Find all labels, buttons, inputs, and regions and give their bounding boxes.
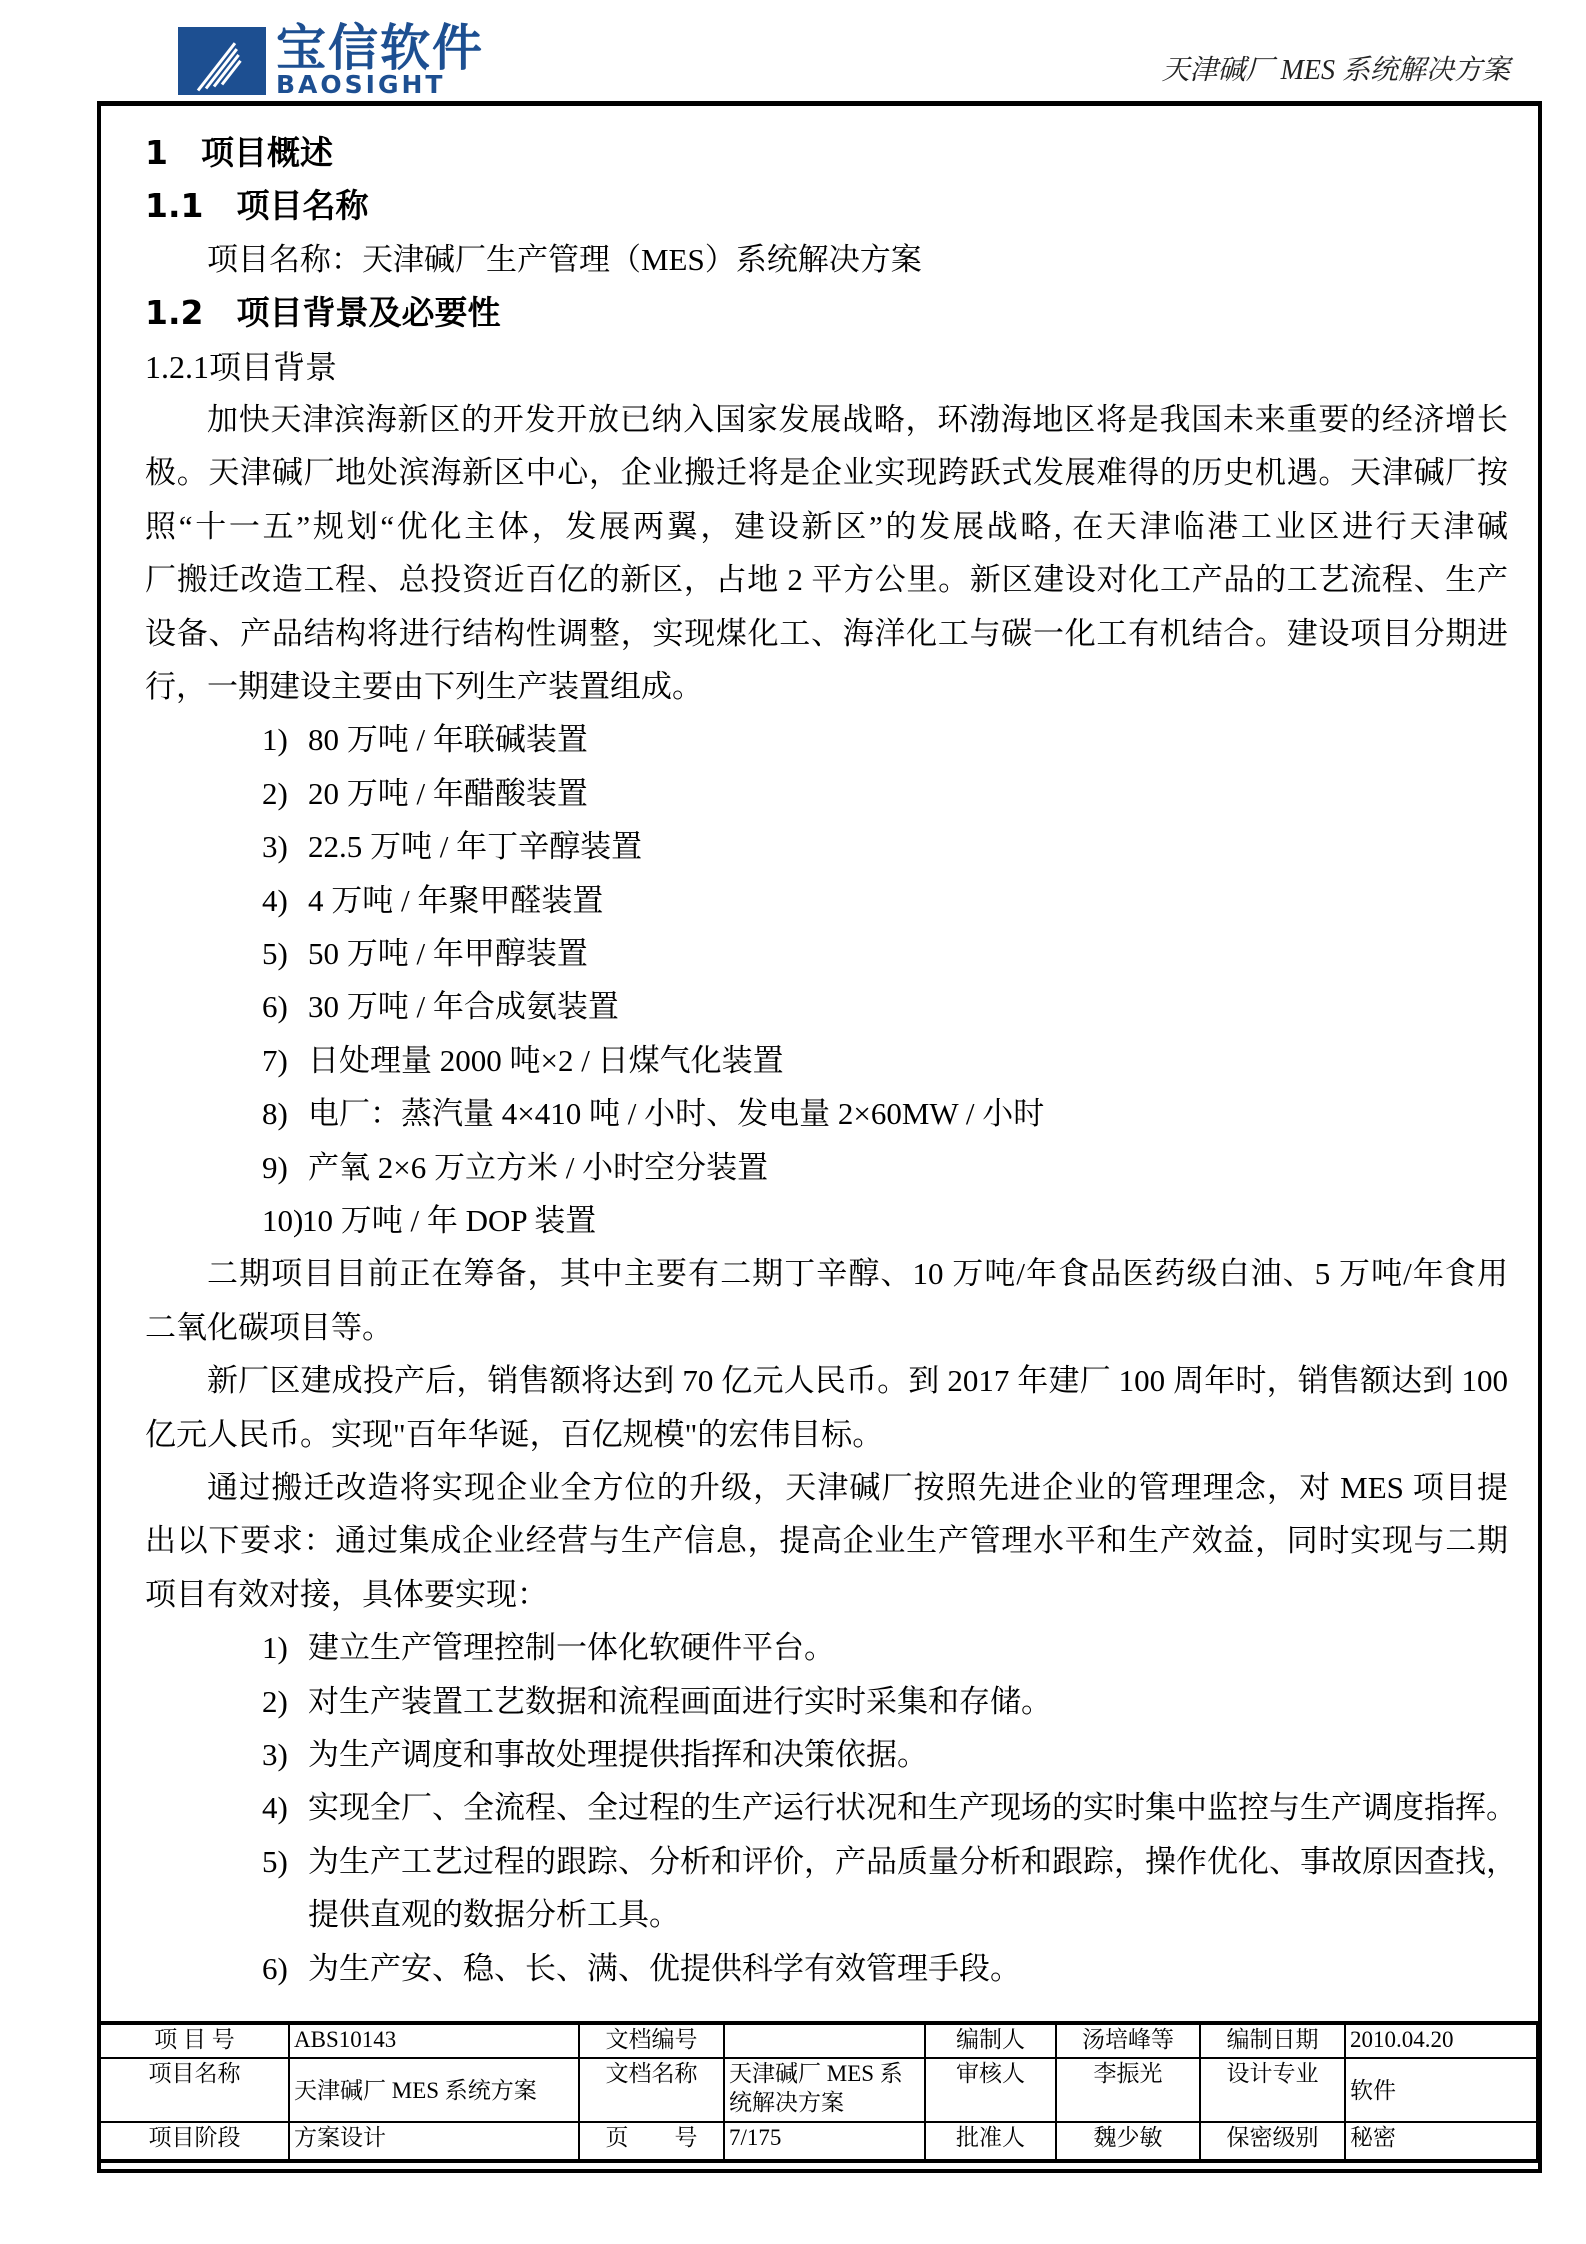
- paragraph-line: 二期项目目前正在筹备，其中主要有二期丁辛醇、10 万吨/年食品医药级白油、5 万吨/年食用: [207, 1256, 1508, 1291]
- paragraph-line: 行，一期建设主要由下列生产装置组成。: [145, 669, 703, 704]
- paragraph-line: 出以下要求：通过集成企业经营与生产信息，提高企业生产管理水平和生产效益，同时实现与二期: [145, 1523, 1508, 1558]
- label-security-level: 保密级别: [1200, 2122, 1345, 2161]
- list-item: 4 万吨 / 年聚甲醛装置: [308, 883, 604, 918]
- list-number: 2): [262, 776, 288, 811]
- label-doc-number: 文档编号: [579, 2023, 724, 2058]
- paragraph-line: 二氧化碳项目等。: [145, 1310, 393, 1345]
- document-info-table: [99, 2021, 1538, 2163]
- list-item: 22.5 万吨 / 年丁辛醇装置: [308, 829, 643, 864]
- paragraph-line: 厂搬迁改造工程、总投资近百亿的新区，占地 2 平方公里。新区建设对化工产品的工艺流程、生产: [145, 562, 1508, 597]
- logo-text-cn: 宝信软件: [276, 19, 484, 77]
- value-approver: 魏少敏: [1056, 2122, 1200, 2161]
- list-number: 4): [262, 883, 288, 918]
- label-author: 编制人: [925, 2023, 1056, 2058]
- paragraph-line: 加快天津滨海新区的开发开放已纳入国家发展战略，环渤海地区将是我国未来重要的经济增长: [207, 402, 1508, 437]
- project-name-line: 项目名称：天津碱厂生产管理（MES）系统解决方案: [207, 242, 922, 277]
- list-item: 建立生产管理控制一体化软硬件平台。: [308, 1630, 835, 1665]
- list-item: 10 万吨 / 年 DOP 装置: [302, 1203, 597, 1238]
- list-item: 50 万吨 / 年甲醇装置: [308, 936, 588, 971]
- paragraph-line: 新厂区建成投产后，销售额将达到 70 亿元人民币。到 2017 年建厂 100 周年时，销售额达到 100: [207, 1363, 1508, 1398]
- table-row: [100, 2058, 1537, 2122]
- list-item: 80 万吨 / 年联碱装置: [308, 722, 588, 757]
- list-number: 6): [262, 989, 288, 1024]
- list-number: 1): [262, 722, 288, 757]
- list-item: 对生产装置工艺数据和流程画面进行实时采集和存储。: [308, 1684, 1052, 1719]
- list-number: 8): [262, 1096, 288, 1131]
- list-number: 2): [262, 1684, 288, 1719]
- paragraph-line: 极。天津碱厂地处滨海新区中心，企业搬迁将是企业实现跨跃式发展难得的历史机遇。天津碱厂按: [145, 455, 1508, 490]
- paragraph-line: 设备、产品结构将进行结构性调整，实现煤化工、海洋化工与碳一化工有机结合。建设项目分期进: [145, 616, 1508, 651]
- paragraph-line: 亿元人民币。实现"百年华诞，百亿规模"的宏伟目标。: [145, 1417, 884, 1452]
- value-author: 汤培峰等: [1056, 2023, 1200, 2058]
- label-page-number: 页 号: [579, 2122, 724, 2161]
- list-item: 电厂：蒸汽量 4×410 吨 / 小时、发电量 2×60MW / 小时: [308, 1096, 1045, 1131]
- list-item: 为生产安、稳、长、满、优提供科学有效管理手段。: [308, 1951, 1021, 1986]
- label-project-number: 项 目 号: [100, 2023, 289, 2058]
- heading-1-2-1: 1.2.1项目背景: [145, 349, 338, 385]
- list-number: 7): [262, 1043, 288, 1078]
- value-project-number: ABS10143: [289, 2023, 579, 2058]
- list-item: 产氧 2×6 万立方米 / 小时空分装置: [308, 1150, 769, 1185]
- logo-mark-icon: [178, 27, 266, 95]
- value-doc-number: [724, 2023, 925, 2058]
- value-date: 2010.04.20: [1345, 2023, 1537, 2058]
- value-discipline: 软件: [1345, 2058, 1537, 2122]
- paragraph-line: 通过搬迁改造将实现企业全方位的升级，天津碱厂按照先进企业的管理理念，对 MES 项目提: [207, 1470, 1508, 1505]
- heading-1-2: 1.2 项目背景及必要性: [145, 293, 501, 332]
- list-number: 3): [262, 829, 288, 864]
- value-security-level: 秘密: [1345, 2122, 1537, 2161]
- list-number: 5): [262, 1844, 288, 1879]
- table-row: [100, 2122, 1537, 2161]
- list-number: 1): [262, 1630, 288, 1665]
- logo-text-en: BAOSIGHT: [276, 70, 446, 99]
- list-number: 3): [262, 1737, 288, 1772]
- paragraph-line: 照“十一五”规划“优化主体，发展两翼，建设新区”的发展战略, 在天津临港工业区进行天津碱: [145, 509, 1508, 544]
- list-number: 9): [262, 1150, 288, 1185]
- value-reviewer: 李振光: [1056, 2058, 1200, 2122]
- list-number: 5): [262, 936, 288, 971]
- list-number: 6): [262, 1951, 288, 1986]
- label-doc-name: 文档名称: [579, 2058, 724, 2122]
- value-project-phase: 方案设计: [289, 2122, 579, 2161]
- list-item: 日处理量 2000 吨×2 / 日煤气化装置: [308, 1043, 784, 1078]
- heading-1: 1 项目概述: [145, 133, 333, 172]
- table-row: [100, 2023, 1537, 2058]
- value-project-name: 天津碱厂 MES 系统方案: [289, 2058, 579, 2122]
- label-discipline: 设计专业: [1200, 2058, 1345, 2122]
- list-item: 实现全厂、全流程、全过程的生产运行状况和生产现场的实时集中监控与生产调度指挥。: [308, 1790, 1517, 1825]
- document-header-title: 天津碱厂 MES 系统解决方案: [1161, 55, 1510, 86]
- label-project-phase: 项目阶段: [100, 2122, 289, 2161]
- heading-1-1: 1.1 项目名称: [145, 186, 369, 225]
- value-doc-name: 天津碱厂 MES 系统解决方案: [724, 2058, 925, 2122]
- value-page-number: 7/175: [724, 2122, 925, 2161]
- label-reviewer: 审核人: [925, 2058, 1056, 2122]
- label-project-name: 项目名称: [100, 2058, 289, 2122]
- list-item: 30 万吨 / 年合成氨装置: [308, 989, 619, 1024]
- label-approver: 批准人: [925, 2122, 1056, 2161]
- list-item: 为生产工艺过程的跟踪、分析和评价，产品质量分析和跟踪，操作优化、事故原因查找，: [308, 1844, 1517, 1879]
- list-item: 20 万吨 / 年醋酸装置: [308, 776, 588, 811]
- paragraph-line: 项目有效对接，具体要实现：: [145, 1577, 548, 1612]
- list-number: 10): [262, 1203, 304, 1238]
- list-item: 为生产调度和事故处理提供指挥和决策依据。: [308, 1737, 928, 1772]
- list-number: 4): [262, 1790, 288, 1825]
- label-date: 编制日期: [1200, 2023, 1345, 2058]
- list-item-continuation: 提供直观的数据分析工具。: [308, 1897, 680, 1932]
